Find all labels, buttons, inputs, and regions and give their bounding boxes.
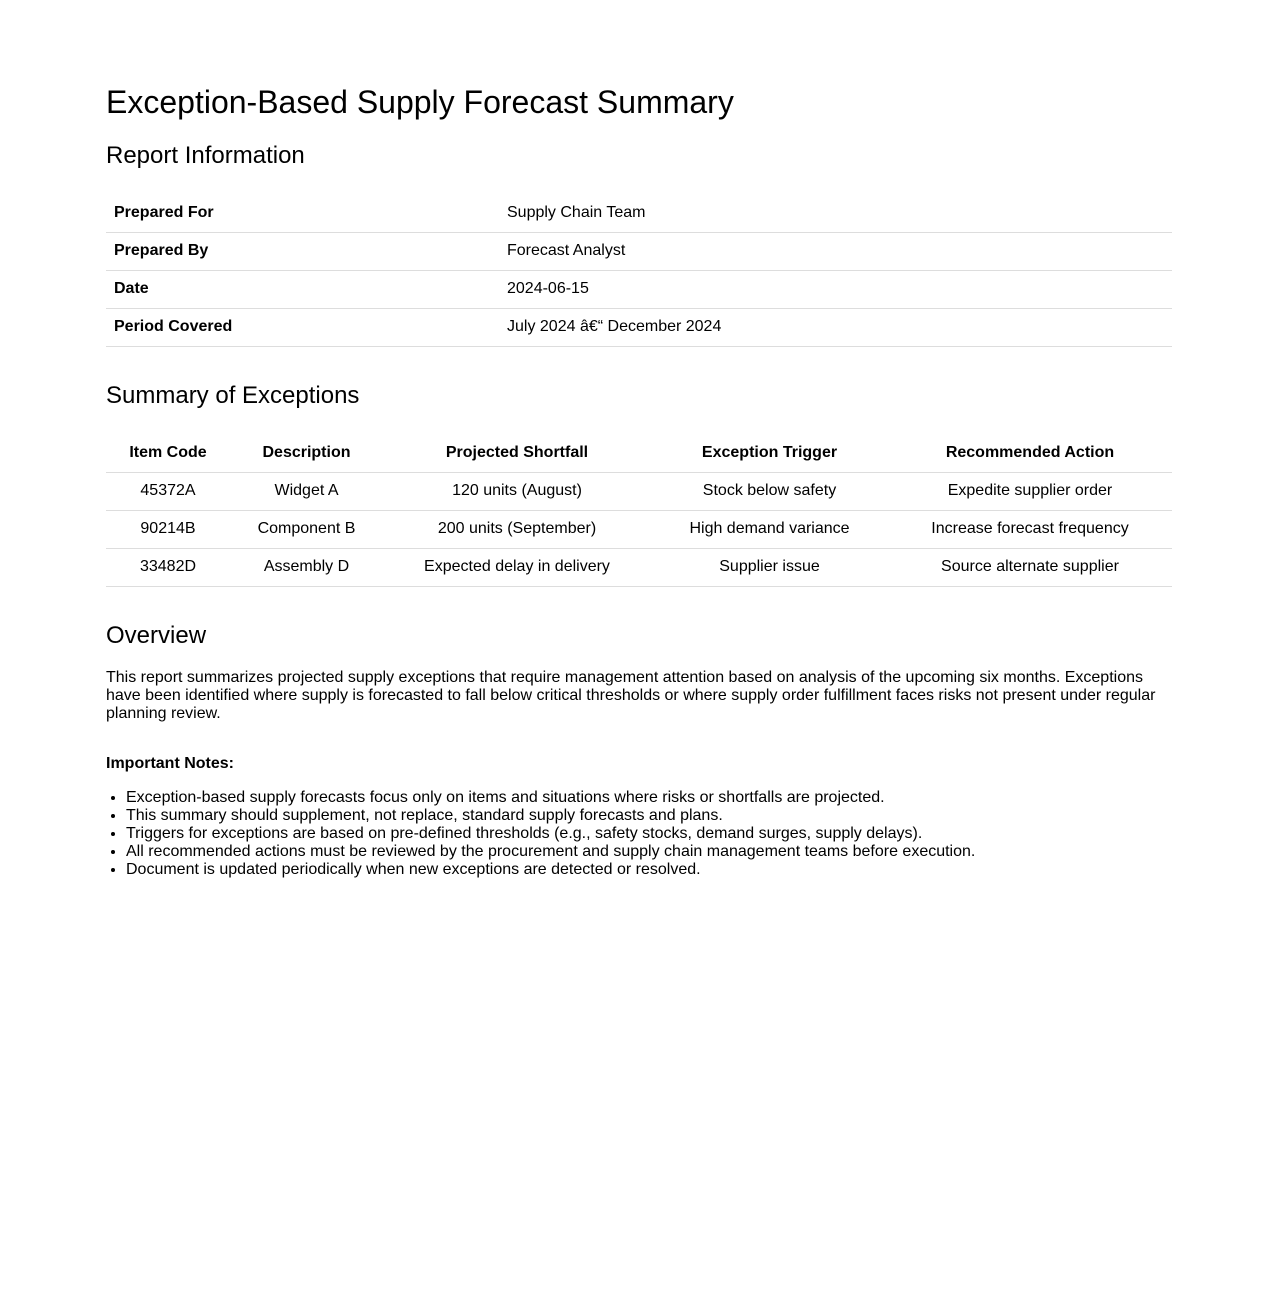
- table-cell: Assembly D: [230, 548, 383, 586]
- table-cell: 90214B: [106, 510, 230, 548]
- table-cell: 120 units (August): [383, 472, 651, 510]
- list-item: • Document is updated periodically when new exceptions are detected or resolved.: [126, 861, 975, 879]
- table-row: [106, 270, 1172, 308]
- page-title: Exception-Based Supply Forecast Summary: [106, 84, 734, 120]
- table-cell: 33482D: [106, 548, 230, 586]
- table-cell: Source alternate supplier: [888, 548, 1172, 586]
- table-cell: High demand variance: [651, 510, 888, 548]
- info-value: Forecast Analyst: [499, 232, 1172, 270]
- exceptions-table: [106, 434, 1172, 587]
- info-label: Period Covered: [106, 308, 499, 346]
- column-header: Recommended Action: [888, 434, 1172, 472]
- table-cell: Expedite supplier order: [888, 472, 1172, 510]
- table-cell: Supplier issue: [651, 548, 888, 586]
- report-info-heading: Report Information: [106, 142, 305, 169]
- summary-heading: Summary of Exceptions: [106, 382, 360, 409]
- table-row: [106, 194, 1172, 232]
- list-item: • This summary should supplement, not replace, standard supply forecasts and plans.: [126, 807, 975, 825]
- info-value: July 2024 â€“ December 2024: [499, 308, 1172, 346]
- table-row: [106, 232, 1172, 270]
- table-header-row: [106, 434, 1172, 472]
- column-header: Description: [230, 434, 383, 472]
- report-info-table: [106, 194, 1172, 347]
- overview-heading: Overview: [106, 622, 207, 649]
- table-cell: Widget A: [230, 472, 383, 510]
- table-row: [106, 472, 1172, 510]
- info-label: Date: [106, 270, 499, 308]
- column-header: Item Code: [106, 434, 230, 472]
- table-cell: Increase forecast frequency: [888, 510, 1172, 548]
- table-cell: Stock below safety: [651, 472, 888, 510]
- table-cell: Expected delay in delivery: [383, 548, 651, 586]
- table-row: [106, 308, 1172, 346]
- table-cell: Component B: [230, 510, 383, 548]
- table-row: [106, 510, 1172, 548]
- column-header: Exception Trigger: [651, 434, 888, 472]
- notes-heading: Important Notes:: [106, 755, 234, 772]
- table-cell: 200 units (September): [383, 510, 651, 548]
- overview-paragraph: This report summarizes projected supply exceptions that require management attention based on analysis of the upcoming six months. Exceptions have been identified where supply is forecasted to fall below critical thresholds or where supply order fulfillment faces risks not present under regular planning review.: [106, 669, 1156, 722]
- list-item: • Exception-based supply forecasts focus only on items and situations where risks or shortfalls are projected.: [126, 789, 975, 807]
- notes-list: [106, 789, 975, 879]
- column-header: Projected Shortfall: [383, 434, 651, 472]
- info-value: Supply Chain Team: [499, 194, 1172, 232]
- table-cell: 45372A: [106, 472, 230, 510]
- info-value: 2024-06-15: [499, 270, 1172, 308]
- info-label: Prepared By: [106, 232, 499, 270]
- info-label: Prepared For: [106, 194, 499, 232]
- table-row: [106, 548, 1172, 586]
- list-item: • All recommended actions must be reviewed by the procurement and supply chain management teams before execution.: [126, 843, 975, 861]
- list-item: • Triggers for exceptions are based on pre-defined thresholds (e.g., safety stocks, demand surges, supply delays).: [126, 825, 975, 843]
